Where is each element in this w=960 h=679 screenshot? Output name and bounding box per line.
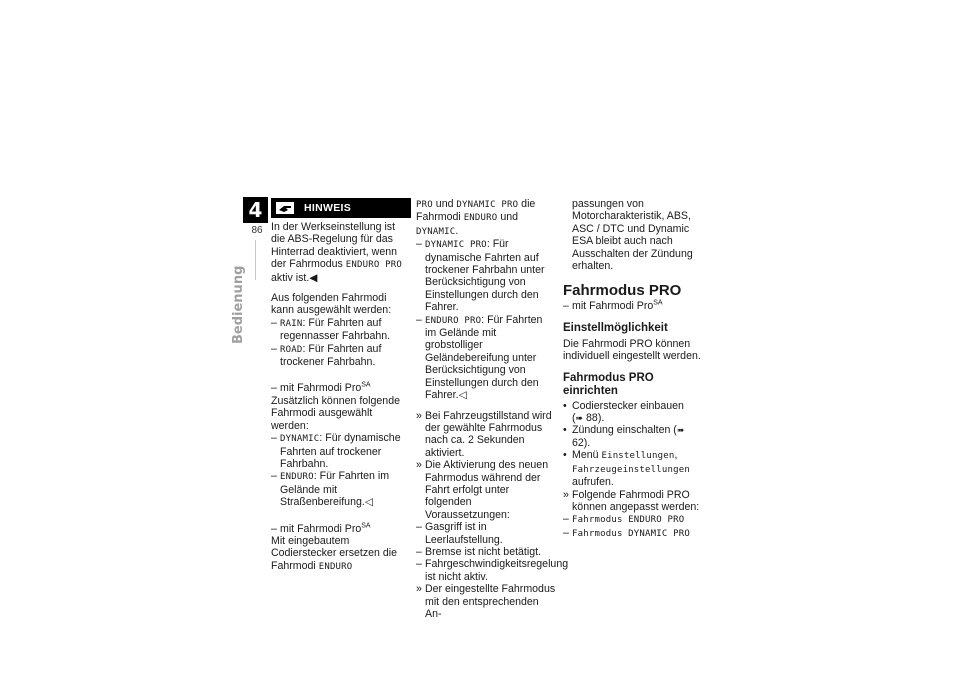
step-continuation: passungen von Motorcharakteristik, ABS, ASC / DTC und Dynamic ESA bleibt auch nach Ausschalten der Zündung erhalten.: [572, 198, 693, 273]
bullet-item: • Menü Einstellungen, Fahrzeugeinstellungen aufrufen.: [563, 449, 690, 489]
step-item: » Der eingestellte Fahrmodus mit den entsprechenden An-: [416, 583, 556, 620]
list-item: – RAIN: Für Fahrten auf regennasser Fahrbahn.: [271, 316, 391, 343]
section-label: Bedienung: [231, 265, 246, 344]
step-item: » Die Aktivierung des neuen Fahrmodus während der Fahrt erfolgt unter folgenden Voraussetzungen:: [416, 459, 549, 521]
arrow-ref-icon: ➠: [676, 425, 685, 436]
end-mark-icon: ◁: [364, 496, 373, 509]
margin-divider: [255, 240, 256, 280]
heading-einrichten: Fahrmodus PRO einrichten: [563, 371, 654, 397]
column-2: [416, 198, 569, 620]
arrow-ref-icon: ➠: [575, 413, 584, 424]
end-mark-icon: ◀: [309, 271, 318, 284]
note-title: HINWEIS: [304, 201, 352, 214]
list-item: – DYNAMIC PRO: Für dynamische Fahrten auf trockener Fahrbahn unter Berücksichtigung von Einstellungen durch den Fahrer.: [416, 238, 545, 314]
step-item: » Folgende Fahrmodi PRO können angepasst werden:: [563, 488, 700, 513]
bullet-item: • Zündung einschalten (➠ 62).: [563, 424, 685, 449]
list-item: – DYNAMIC: Für dynamische Fahrten auf trockener Fahrbahn.: [271, 432, 401, 470]
column-3: [563, 198, 705, 540]
option-pro-label: – mit Fahrmodi Pro$^{SA}$: [271, 381, 371, 395]
chapter-number: 4: [243, 197, 268, 223]
coding-plug-text: Mit eingebautem Codierstecker ersetzen die Fahrmodi ENDURO: [271, 534, 398, 572]
option-pro-label: – mit Fahrmodi Pro$^{SA}$: [271, 522, 371, 535]
heading-fahrmodus-pro: Fahrmodus PRO: [563, 282, 682, 300]
list-item: – ENDURO PRO: Für Fahrten im Gelände mit grobstolliger Geländebereifung unter Berücksichtigung von Einstellungen durch den Fahrer.◁: [416, 313, 543, 402]
condition-item: – Gasgriff ist in Leerlaufstellung.: [416, 521, 503, 546]
list-item: – Fahrmodus ENDURO PRO: [563, 513, 685, 526]
extra-modes-intro: Zusätzlich können folgende Fahrmodi ausgewählt werden:: [271, 394, 400, 432]
column-1: [271, 198, 411, 573]
bullet-item: • Codierstecker einbauen (➠ 88).: [563, 399, 684, 425]
list-item: – ENDURO: Für Fahrten im Gelände mit Straßenbereifung.◁: [271, 470, 390, 509]
option-pro-label: – mit Fahrmodi Pro$^{SA}$: [563, 299, 663, 313]
note-header: [271, 198, 411, 218]
condition-item: – Bremse ist nicht betätigt.: [416, 545, 541, 558]
modes-intro: Aus folgenden Fahrmodi kann ausgewählt werden:: [271, 292, 392, 317]
list-item: – Fahrmodus DYNAMIC PRO: [563, 526, 690, 539]
page-number: 86: [251, 225, 263, 236]
list-item: – ROAD: Für Fahrten auf trockener Fahrbahn.: [271, 342, 382, 369]
condition-item: – Fahrgeschwindigkeitsregelung ist nicht aktiv.: [416, 558, 569, 583]
note-text: In der Werkseinstellung ist die ABS-Regelung für das Hinterrad deaktiviert, wenn der Fahrmodus ENDURO PRO aktiv ist.◀: [271, 221, 402, 284]
heading-einstellmoeglichkeit: Einstellmöglichkeit: [563, 321, 668, 334]
settings-text: Die Fahrmodi PRO können individuell eingestellt werden.: [563, 337, 701, 363]
end-mark-icon: ◁: [458, 389, 467, 402]
mode-replacement-text: PRO und DYNAMIC PRO die Fahrmodi ENDURO und DYNAMIC.: [416, 198, 536, 237]
note-hand-icon: [276, 202, 294, 214]
step-item: » Bei Fahrzeugstillstand wird der gewählte Fahrmodus nach ca. 2 Sekunden aktiviert.: [416, 409, 552, 459]
